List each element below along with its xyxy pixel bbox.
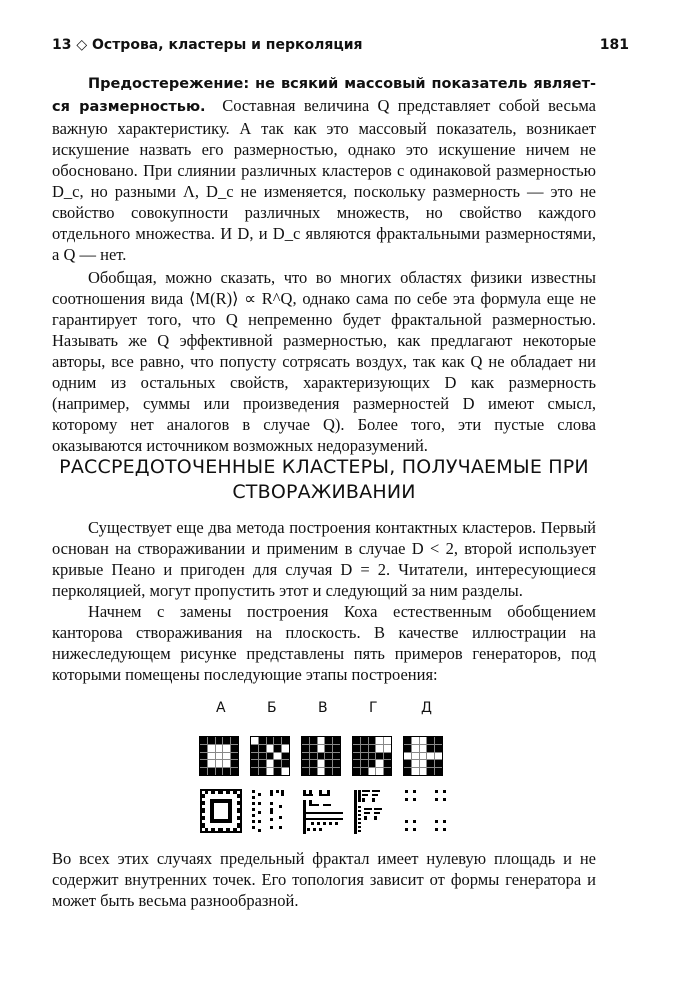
generator-cell	[412, 737, 419, 744]
generator-g	[352, 736, 392, 776]
generator-cell	[251, 753, 258, 760]
generator-cell	[200, 768, 207, 775]
generator-cell	[361, 745, 368, 752]
paragraph-1: Составная величина Q представляет собой весьма важную характеристику. А так как это массовый показатель, возникает искушение назвать его размерностью, однако это искушение ничем не обосновано. При слиянии различных кластеров с одинаковой размерностью D_c, но разными Λ, D_c не изменяется, поскольку размерность — это не свойство совокупности различных множеств, но свойство каждого отдельного множества. И D, и D_c являются фрактальными размерностями, а Q — нет.	[52, 96, 596, 264]
generator-cell	[251, 768, 258, 775]
generator-cell	[282, 768, 289, 775]
generator-cell	[361, 753, 368, 760]
generator-cell	[369, 768, 376, 775]
generator-cell	[231, 753, 238, 760]
generator-cell	[325, 737, 332, 744]
paragraph-3: Существует еще два метода построения контактных кластеров. Первый основан на створаживании и применим в случае D < 2, второй использует кривые Пеано и пригоден для случая D = 2. Читатели, интересующиеся перколяцией, могут пропустить этот и следующий за ним разделы.	[52, 518, 596, 600]
generator-cell	[310, 753, 317, 760]
paragraph-4: Начнем с замены построения Коха естественным обобщением канторова створаживания на плоскость. В качестве иллюстрации на нижеследующем рисунке представлены пять примеров генераторов, под которыми помещены последующие этапы построения:	[52, 602, 596, 684]
generator-cell	[412, 768, 419, 775]
section-title: РАССРЕДОТОЧЕННЫЕ КЛАСТЕРЫ, ПОЛУЧАЕМЫЕ ПРИ СТВОРАЖИВАНИИ	[59, 456, 589, 503]
warning-title: Предостережение: не всякий массовый показатель являет-ся размерностью.	[52, 76, 596, 115]
text-block-bottom	[52, 848, 596, 911]
generator-cell	[435, 753, 442, 760]
generator-cell	[427, 745, 434, 752]
generator-cell	[223, 745, 230, 752]
generator-cell	[274, 745, 281, 752]
generator-cell	[353, 753, 360, 760]
stage-a	[199, 788, 243, 834]
generator-a	[199, 736, 239, 776]
generator-cell	[427, 753, 434, 760]
figure-label-g: Г	[369, 700, 378, 716]
generator-grid	[352, 736, 392, 776]
generator-cell	[369, 760, 376, 767]
generator-cell	[251, 760, 258, 767]
generator-cell	[267, 745, 274, 752]
generator-cell	[302, 737, 309, 744]
generator-cell	[353, 768, 360, 775]
generator-cell	[302, 745, 309, 752]
generator-cell	[318, 745, 325, 752]
generator-cell	[208, 745, 215, 752]
generator-b	[250, 736, 290, 776]
generator-cell	[302, 753, 309, 760]
generator-cell	[200, 745, 207, 752]
figure-label-b: Б	[267, 700, 277, 716]
generator-cell	[282, 745, 289, 752]
generator-cell	[333, 745, 340, 752]
generator-cell	[325, 768, 332, 775]
generator-cell	[369, 753, 376, 760]
generator-cell	[376, 768, 383, 775]
generator-cell	[310, 745, 317, 752]
generator-cell	[216, 745, 223, 752]
generator-cell	[231, 737, 238, 744]
stage-g	[352, 788, 396, 834]
generator-cell	[310, 760, 317, 767]
generator-cell	[200, 760, 207, 767]
paragraph-warning	[52, 72, 596, 265]
generator-cell	[267, 768, 274, 775]
generator-cell	[302, 760, 309, 767]
generator-cell	[310, 768, 317, 775]
generator-cell	[223, 753, 230, 760]
generator-cell	[259, 737, 266, 744]
generator-cell	[404, 737, 411, 744]
stage-d	[403, 788, 447, 834]
generator-cell	[420, 760, 427, 767]
generator-cell	[267, 753, 274, 760]
generator-cell	[384, 753, 391, 760]
generator-cell	[404, 768, 411, 775]
generator-cell	[200, 753, 207, 760]
page-number: 181	[599, 37, 629, 53]
generator-cell	[282, 753, 289, 760]
generator-cell	[208, 753, 215, 760]
generator-cell	[325, 760, 332, 767]
generator-cell	[384, 768, 391, 775]
generator-cell	[404, 760, 411, 767]
generator-cell	[376, 745, 383, 752]
generator-cell	[384, 737, 391, 744]
generator-cell	[282, 737, 289, 744]
stage-v	[301, 788, 345, 834]
generator-cell	[333, 737, 340, 744]
figure-label-d: Д	[421, 700, 432, 716]
generator-cell	[274, 753, 281, 760]
generator-cell	[435, 737, 442, 744]
generator-cell	[318, 760, 325, 767]
generator-cell	[333, 760, 340, 767]
generator-cell	[223, 760, 230, 767]
generator-cell	[208, 737, 215, 744]
generator-cell	[412, 753, 419, 760]
generator-figure	[195, 700, 455, 840]
generator-cell	[353, 745, 360, 752]
generator-cell	[427, 737, 434, 744]
generator-cell	[427, 760, 434, 767]
generator-grid	[403, 736, 443, 776]
generator-cell	[274, 768, 281, 775]
generator-cell	[435, 760, 442, 767]
generator-cell	[259, 768, 266, 775]
generator-cell	[259, 753, 266, 760]
generator-cell	[216, 753, 223, 760]
generator-cell	[200, 737, 207, 744]
generator-cell	[325, 753, 332, 760]
generator-cell	[420, 745, 427, 752]
generator-cell	[267, 737, 274, 744]
generator-cell	[251, 745, 258, 752]
paragraph-2: Обобщая, можно сказать, что во многих областях физики известны соотношения вида ⟨M(R)⟩ ∝ R^Q, однако сама по себе эта формула еще не гарантирует того, что Q непременно будет фрактальной размерностью. Называть же Q эффективной размерностью, как предлагают некоторые авторы, все равно, что попусту сотрясать воздух, так как Q не обладает ни одним из остальных свойств, характеризующих D как размерность (например, суммы или произведения размерностей D имеют смысл, которому нет аналогов в случае Q). Более того, эти пустые слова оказываются источником возможных недоразумений.	[52, 268, 596, 455]
figure-label-a: А	[216, 700, 226, 716]
generator-cell	[318, 737, 325, 744]
generator-cell	[223, 737, 230, 744]
generator-cell	[361, 737, 368, 744]
generator-cell	[274, 737, 281, 744]
generator-cell	[369, 745, 376, 752]
generator-cell	[376, 753, 383, 760]
generator-cell	[420, 768, 427, 775]
generator-cell	[353, 737, 360, 744]
generator-cell	[333, 768, 340, 775]
generator-cell	[251, 737, 258, 744]
generator-cell	[361, 768, 368, 775]
generator-cell	[333, 753, 340, 760]
generator-cell	[259, 745, 266, 752]
figure-label-v: В	[318, 700, 328, 716]
generator-cell	[231, 745, 238, 752]
generator-cell	[325, 745, 332, 752]
generator-cell	[435, 768, 442, 775]
generator-grid	[199, 736, 239, 776]
generator-cell	[267, 760, 274, 767]
generator-cell	[259, 760, 266, 767]
generator-d	[403, 736, 443, 776]
generator-cell	[353, 760, 360, 767]
generator-cell	[420, 737, 427, 744]
generator-cell	[384, 745, 391, 752]
generator-cell	[231, 760, 238, 767]
generator-cell	[318, 753, 325, 760]
generator-cell	[427, 768, 434, 775]
generator-cell	[216, 760, 223, 767]
paragraph-5: Во всех этих случаях предельный фрактал имеет нулевую площадь и не содержит внутренних точек. Его топология зависит от формы генератора и может быть весьма разнообразной.	[52, 849, 596, 910]
stage-b	[250, 788, 294, 834]
generator-cell	[412, 745, 419, 752]
generator-grid	[250, 736, 290, 776]
running-header	[52, 33, 629, 57]
generator-cell	[376, 760, 383, 767]
generator-cell	[318, 768, 325, 775]
generator-cell	[412, 760, 419, 767]
generator-cell	[376, 737, 383, 744]
generator-cell	[435, 745, 442, 752]
generator-cell	[361, 760, 368, 767]
generator-cell	[208, 768, 215, 775]
generator-cell	[310, 737, 317, 744]
generator-grid	[301, 736, 341, 776]
generator-cell	[208, 760, 215, 767]
generator-cell	[282, 760, 289, 767]
generator-cell	[231, 768, 238, 775]
text-block-top	[52, 72, 596, 456]
chapter-title: 13 ◇ Острова, кластеры и перколяция	[52, 37, 363, 53]
generator-cell	[302, 768, 309, 775]
generator-cell	[420, 753, 427, 760]
generator-cell	[404, 753, 411, 760]
generator-cell	[404, 745, 411, 752]
text-block-middle	[52, 517, 596, 685]
generator-cell	[223, 768, 230, 775]
generator-cell	[369, 737, 376, 744]
generator-cell	[384, 760, 391, 767]
generator-cell	[274, 760, 281, 767]
generator-cell	[216, 737, 223, 744]
generator-cell	[216, 768, 223, 775]
generator-v	[301, 736, 341, 776]
